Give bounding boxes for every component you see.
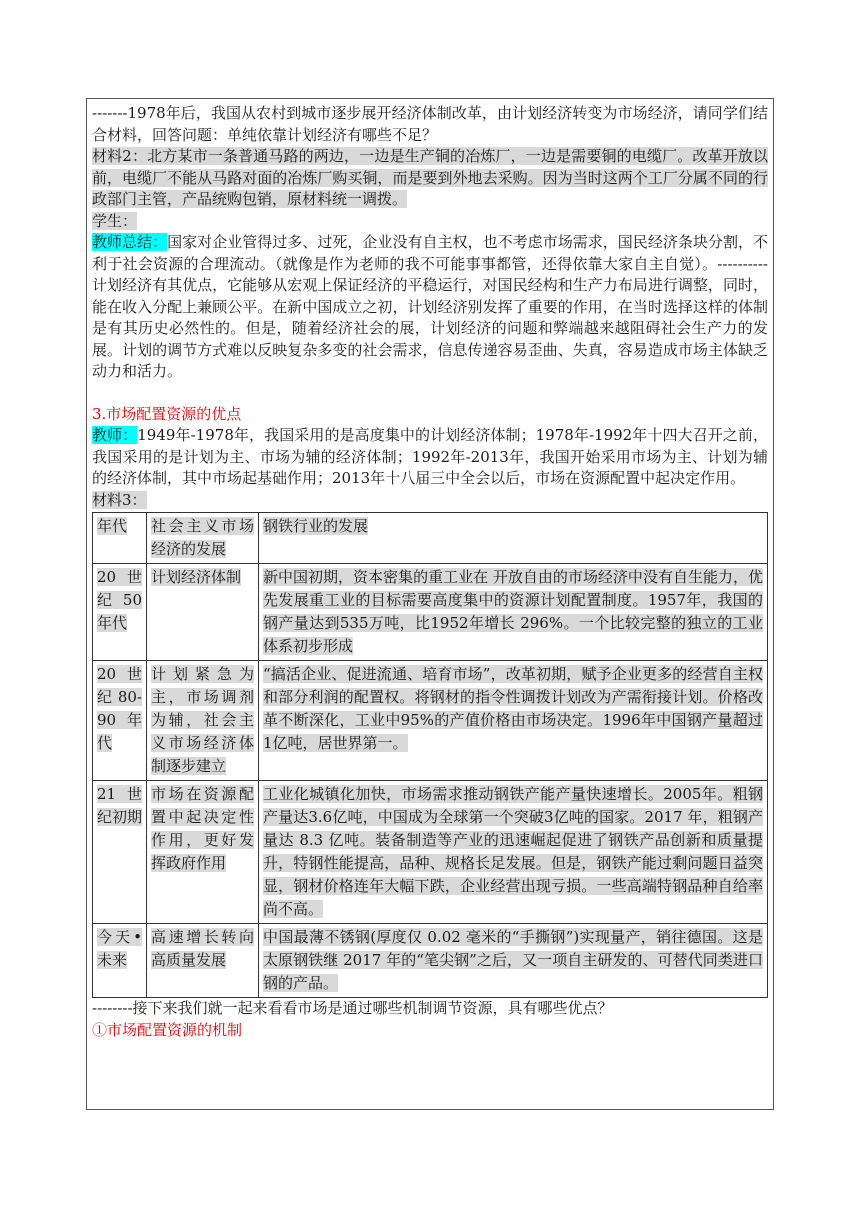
teacher-summary-text: 国家对企业管得过多、过死，企业没有自主权，也不考虑市场需求，国民经济条块分割，不利于社会资源的合理流动。（就像是作为老师的我不可能事事都管，还得依靠大家自主自觉）。----------计划经济有其优点，它能够从宏观上保证经济的平稳运行，对国民经构和生产力布局进行调整，同时，能在收入分配上兼顾公平。在新中国成立之初，计划经济别发挥了重要的作用，在当时选择这样的体制是有其历史必然性的。但是，随着经济社会的展，计划经济的问题和弊端越来越阻碍社会生产力的发展。计划的调节方式难以反映复杂多变的社会需求，信息传递容易歪曲、失真，容易造成市场主体缺乏动力和活力。: [92, 233, 768, 380]
teacher-text: 1949年-1978年，我国采用的是高度集中的计划经济体制；1978年-1992年十四大召开之前，我国采用的是计划为主、市场为辅的经济体制；1992年-2013年，我国开始采用市场为主、计划为辅的经济体制，其中市场起基础作用；2013年十八届三中全会以后，市场在资源配置中起决定作用。: [92, 426, 768, 487]
table-row: [93, 781, 768, 924]
teacher-label: 教师：: [92, 426, 138, 444]
table-cell-system: 计划经济体制: [147, 564, 259, 661]
material-3-label: 材料3：: [92, 490, 147, 509]
table-header-cell: 钢铁行业的发展: [259, 513, 768, 564]
teacher-summary-label: 教师总结：: [92, 233, 168, 251]
table-cell-system: 计划紧急为主，市场调剂为辅，社会主义市场经济体制逐步建立: [147, 661, 259, 781]
teacher-summary-paragraph: [92, 232, 768, 383]
table-header-row: [93, 513, 768, 564]
steel-industry-table: [92, 512, 768, 998]
table-header-cell: 年代: [93, 513, 147, 564]
table-cell-era: 20世纪50年代: [93, 564, 147, 661]
intro-paragraph: -------1978年后，我国从农村到城市逐步展开经济体制改革，由计划经济转变为市场经济，请同学们结合材料，回答问题：单纯依靠计划经济有哪些不足？: [92, 104, 768, 144]
document-body: [92, 103, 768, 1041]
table-cell-system: 市场在资源配置中起决定性作用，更好发挥政府作用: [147, 781, 259, 924]
table-row: [93, 564, 768, 661]
table-cell-steel: 工业化城镇化加快，市场需求推动钢铁产能产量快速增长。2005年。粗钢产量达3.6亿吨，中国成为全球第一个突破3亿吨的国家。2017 年，粗钢产量达 8.3 亿吨。装备制造等产业的迅速崛起促进了钢铁产品创新和质量提升，特钢性能提高，品种、规格长足发展。但是，钢铁产能过剩问题日益突显，钢材价格连年大幅下跌，企业经营出现亏损。一些高端特钢品种自给率尚不高。: [259, 781, 768, 924]
table-cell-steel: 新中国初期，资本密集的重工业在 开放自由的市场经济中没有自生能力，优先发展重工业的目标需要高度集中的资源计划配置制度。1957年，我国的钢产量达到535万吨，比1952年增长 296%。一个比较完整的独立的工业体系初步形成: [259, 564, 768, 661]
table-cell-steel: “搞活企业、促进流通、培育市场”，改革初期，赋予企业更多的经营自主权和部分利润的配置权。将钢材的指令性调拨计划改为产需衔接计划。价格改革不断深化，工业中95%的产值价格由市场决定。1996年中国钢产量超过1亿吨，居世界第一。: [259, 661, 768, 781]
blank-line: [92, 383, 768, 404]
closing-paragraph: --------接下来我们就一起来看看市场是通过哪些机制调节资源，具有哪些优点？: [92, 999, 613, 1017]
material-2-text: 材料2：北方某市一条普通马路的两边，一边是生产铜的冶炼厂，一边是需要铜的电缆厂。改革开放以前，电缆厂不能从马路对面的冶炼厂购买铜，而是要到外地去采购。因为当时这两个工厂分属不同的行政部门主管，产品统购包销，原材料统一调拨。: [92, 147, 768, 208]
table-row: [93, 661, 768, 781]
material-2-paragraph: [92, 146, 768, 211]
table-cell-era: 今天•未来: [93, 924, 147, 998]
table-header-cell: 社会主义市场经济的发展: [147, 513, 259, 564]
mechanism-subheading: ①市场配置资源的机制: [92, 1020, 243, 1039]
section-3-heading: 3.市场配置资源的优点: [92, 404, 242, 423]
table-row: [93, 924, 768, 998]
table-cell-system: 高速增长转向高质量发展: [147, 924, 259, 998]
table-cell-era: 21世纪初期: [93, 781, 147, 924]
table-cell-era: 20世纪80-90年代: [93, 661, 147, 781]
student-prompt: 学生：: [92, 211, 138, 230]
table-cell-steel: 中国最薄不锈钢(厚度仅 0.02 毫米的“手撕钢”)实现量产，销往德国。这是太原钢铁继 2017 年的“笔尖钢”之后，又一项自主研发的、可替代同类进口钢的产品。: [259, 924, 768, 998]
teacher-paragraph: [92, 425, 768, 490]
